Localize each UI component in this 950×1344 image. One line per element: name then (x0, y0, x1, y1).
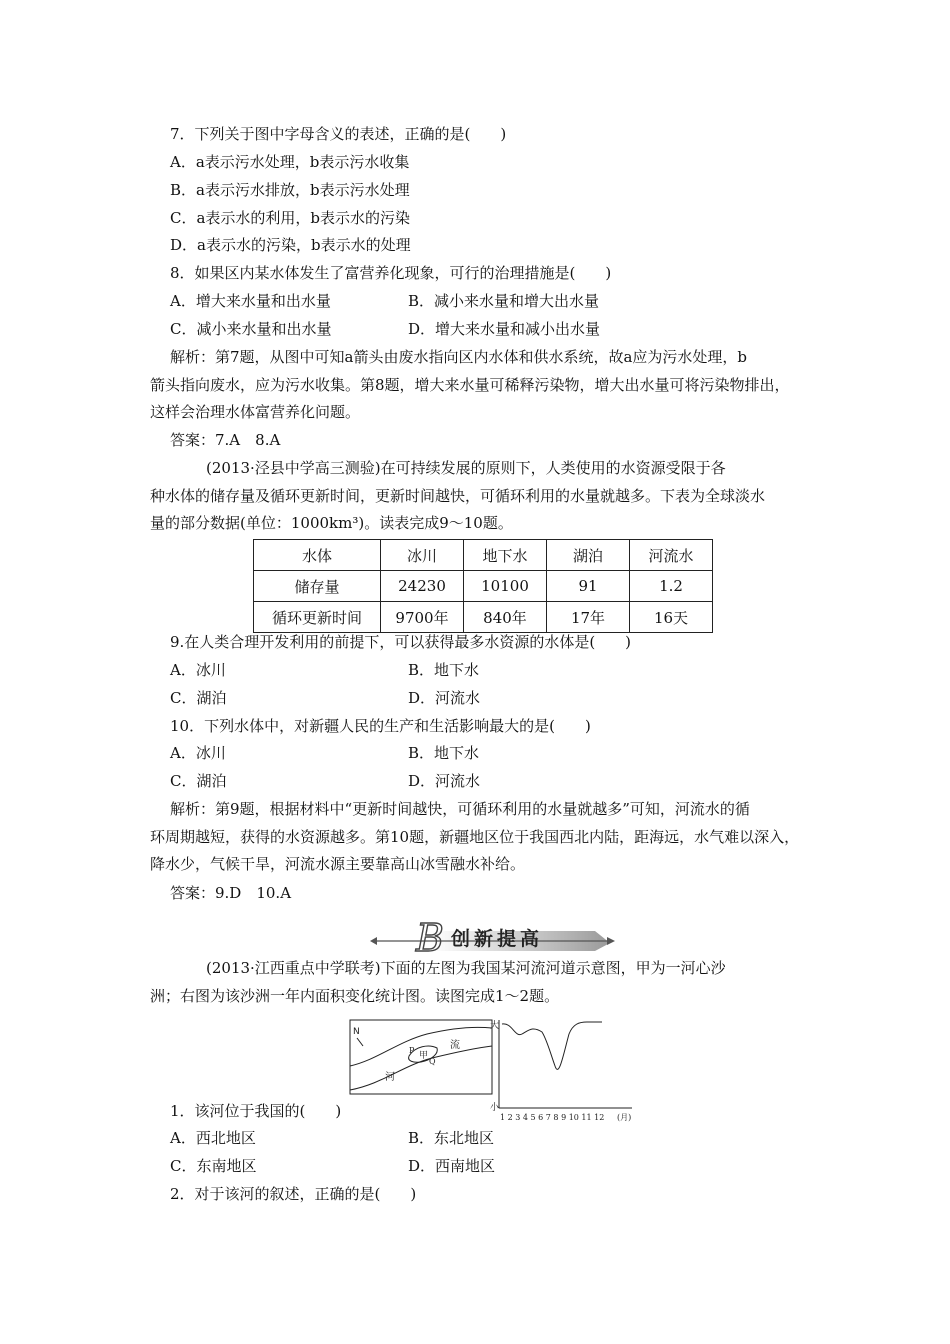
river-label-1: 流 (450, 1040, 460, 1051)
analysis-1-line-1: 解析：第7题，从图中可知a箭头由废水指向区内水体和供水系统，故a应为污水处理，b (170, 348, 748, 366)
table-row (254, 602, 713, 633)
river-label-2: 河 (385, 1072, 395, 1083)
table-cell: 9700年 (381, 602, 464, 633)
q8-option-b: B．减小来水量和增大出水量 (408, 292, 600, 310)
q1-stem: 1．该河位于我国的( ) (170, 1102, 342, 1120)
q10-option-a: A．冰川 (170, 744, 226, 762)
q8-stem: 8．如果区内某水体发生了富营养化现象，可行的治理措施是( ) (170, 264, 612, 282)
river-channel-map (350, 1020, 492, 1094)
table-cell: 16天 (630, 602, 713, 633)
q10-stem: 10．下列水体中，对新疆人民的生产和生活影响最大的是( ) (170, 717, 591, 735)
q8-option-a: A．增大来水量和出水量 (170, 292, 331, 310)
area-change-chart (490, 1019, 632, 1122)
water-resources-table (253, 539, 713, 633)
table-cell: 17年 (547, 602, 630, 633)
table-cell: 地下水 (464, 540, 547, 571)
point-q-label: Q (429, 1057, 436, 1066)
y-label-large: 大 (490, 1021, 500, 1031)
q1-option-b: B．东北地区 (408, 1129, 495, 1147)
intro-2-line-1: (2013·泾县中学高三测验)在可持续发展的原则下，人类使用的水资源受限于各 (206, 459, 726, 477)
q7-option-a: A．a表示污水处理，b表示污水收集 (170, 153, 410, 171)
table-cell: 冰川 (381, 540, 464, 571)
q10-option-d: D．河流水 (408, 772, 481, 790)
north-label: N (353, 1027, 360, 1037)
q2-stem: 2．对于该河的叙述，正确的是( ) (170, 1185, 417, 1203)
q1-option-c: C．东南地区 (170, 1157, 257, 1175)
table-cell: 10100 (464, 571, 547, 602)
q7-stem: 7．下列关于图中字母含义的表述，正确的是( ) (170, 125, 507, 143)
q10-option-b: B．地下水 (408, 744, 480, 762)
point-p-label: P (409, 1046, 415, 1055)
table-cell: 湖泊 (547, 540, 630, 571)
q8-option-d: D．增大来水量和减小出水量 (408, 320, 601, 338)
x-unit-label: (月) (617, 1113, 632, 1122)
table-cell: 91 (547, 571, 630, 602)
analysis-2-line-2: 环周期越短，获得的水资源越多。第10题，新疆地区位于我国西北内陆，距海远，水气难以深入， (150, 828, 800, 846)
q7-option-b: B．a表示污水排放，b表示污水处理 (170, 181, 410, 199)
area-curve (502, 1022, 602, 1069)
table-header-row (254, 540, 713, 571)
q9-option-b: B．地下水 (408, 661, 480, 679)
q8-option-c: C．减小来水量和出水量 (170, 320, 332, 338)
table-cell: 循环更新时间 (254, 602, 381, 633)
y-label-small: 小 (490, 1103, 500, 1113)
table-cell: 1.2 (630, 571, 713, 602)
q7-option-c: C．a表示水的利用，b表示水的污染 (170, 209, 411, 227)
banner-arrow-left (370, 937, 377, 945)
answer-2: 答案：9.D 10.A (170, 884, 292, 902)
q7-option-d: D．a表示水的污染，b表示水的处理 (170, 236, 411, 254)
q1-option-d: D．西南地区 (408, 1157, 496, 1175)
banner-arrow-right (607, 937, 615, 945)
intro-3-line-2: 洲；右图为该沙洲一年内面积变化统计图。读图完成1～2题。 (150, 987, 560, 1005)
analysis-2-line-1: 解析：第9题，根据材料中“更新时间越快，可循环利用的水量就越多”可知，河流水的循 (170, 800, 750, 818)
analysis-1-line-3: 这样会治理水体富营养化问题。 (150, 403, 361, 421)
intro-2-line-2: 种水体的储存量及循环更新时间，更新时间越快，可循环利用的水量就越多。下表为全球淡水 (150, 487, 766, 505)
q9-option-c: C．湖泊 (170, 689, 227, 707)
table-cell: 840年 (464, 602, 547, 633)
analysis-2-line-3: 降水少，气候干旱，河流水源主要靠高山冰雪融水补给。 (150, 855, 526, 873)
q9-option-a: A．冰川 (170, 661, 226, 679)
island-label: 甲 (419, 1051, 429, 1061)
table-cell: 河流水 (630, 540, 713, 571)
north-arrow-icon (357, 1038, 363, 1046)
river-figures (347, 1016, 642, 1126)
table-cell: 储存量 (254, 571, 381, 602)
q9-option-d: D．河流水 (408, 689, 481, 707)
q9-stem: 9.在人类合理开发利用的前提下，可以获得最多水资源的水体是( ) (170, 633, 632, 651)
banner-letter-b: B (416, 917, 444, 957)
answer-1: 答案：7.A 8.A (170, 431, 281, 449)
section-title: 创新提高 (451, 928, 544, 950)
analysis-1-line-2: 箭头指向废水，应为污水收集。第8题，增大来水量可稀释污染物，增大出水量可将污染物排出， (150, 376, 790, 394)
table-cell: 24230 (381, 571, 464, 602)
q10-option-c: C．湖泊 (170, 772, 227, 790)
table-cell: 水体 (254, 540, 381, 571)
x-tick-labels: 1 2 3 4 5 6 7 8 9 10 11 12 (500, 1113, 605, 1122)
q1-option-a: A．西北地区 (170, 1129, 256, 1147)
intro-3-line-1: (2013·江西重点中学联考)下面的左图为我国某河流河道示意图，甲为一河心沙 (206, 959, 726, 977)
table-row (254, 571, 713, 602)
intro-2-line-3: 量的部分数据(单位：1000km³)。读表完成9～10题。 (150, 514, 513, 532)
